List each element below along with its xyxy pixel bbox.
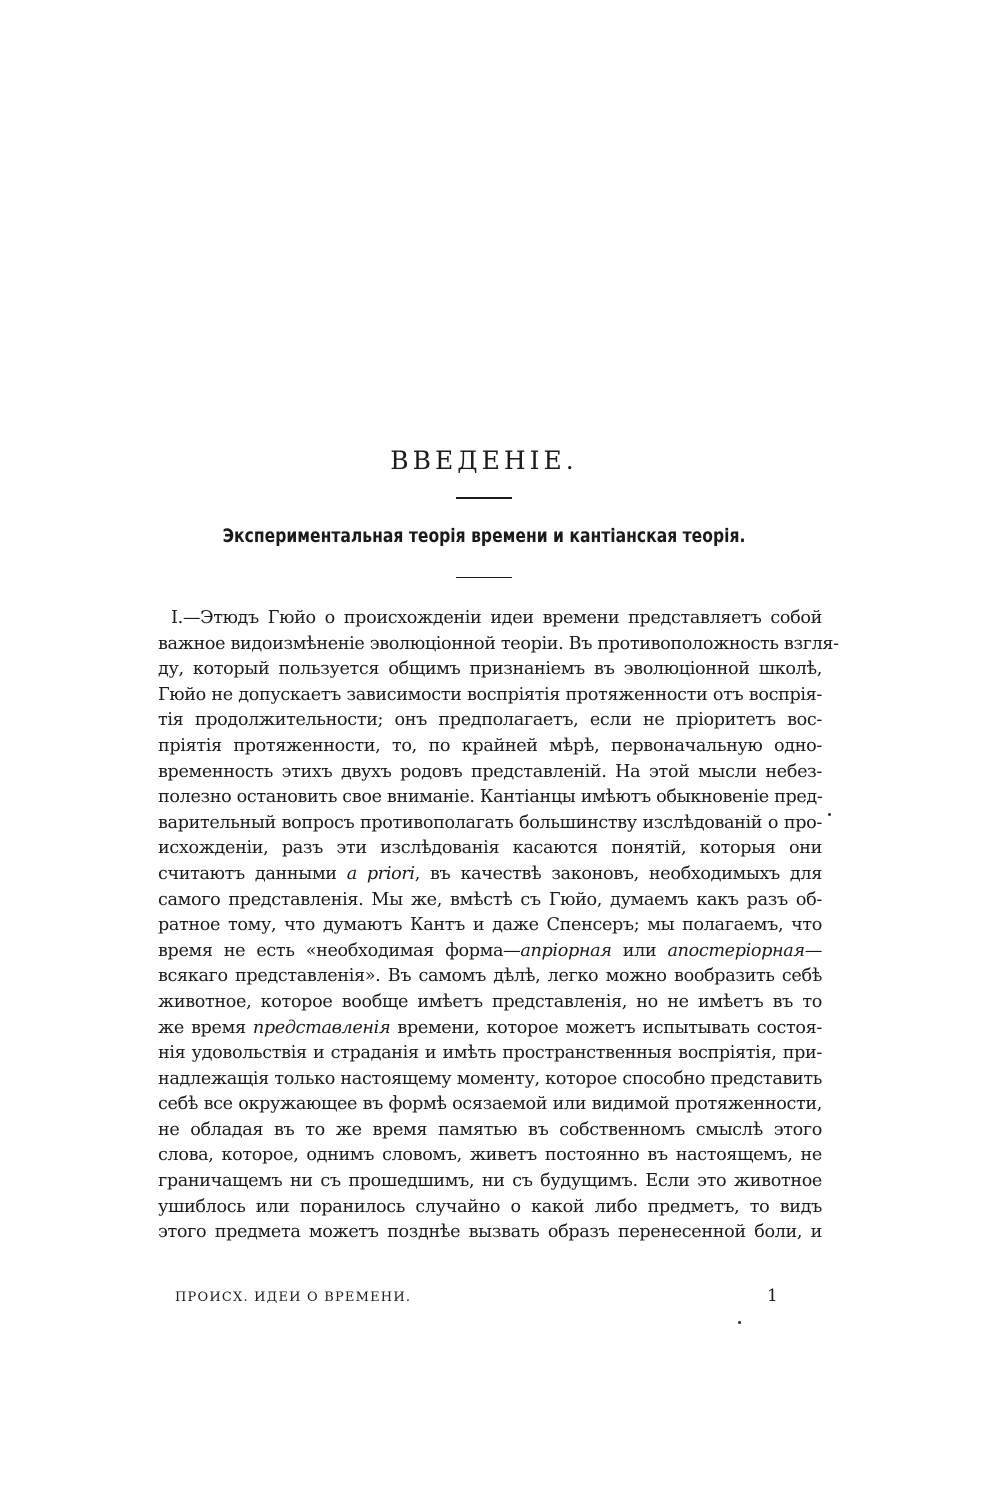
text-line <box>158 606 822 632</box>
italic-text: представленія <box>252 1017 391 1038</box>
text-segment: нія удовольствія и страданія и имѣть пространственныя воспріятія, при- <box>158 1043 822 1064</box>
text-segment: важное видоизмѣненіе эволюціонной теоріи. Въ противоположность взгля- <box>158 633 839 654</box>
text-line <box>158 990 822 1016</box>
text-segment: же время <box>158 1017 253 1038</box>
text-line <box>158 1169 822 1195</box>
text-segment: пріятія протяженности, то, по крайней мѣрѣ, первоначальную одно- <box>158 735 822 756</box>
text-line <box>158 1143 822 1169</box>
text-segment: самого представленія. Мы же, вмѣстѣ съ Гюйо, думаемъ какъ разъ об- <box>158 889 822 910</box>
chapter-heading: ВВЕДЕНІЕ. <box>390 446 578 475</box>
text-segment: временность этихъ двухъ родовъ представленій. На этой мысли небез- <box>158 761 822 782</box>
text-line <box>158 862 822 888</box>
italic-text: a priori <box>346 863 415 884</box>
text-segment: полезно остановить свое вниманіе. Кантіанцы имѣютъ обыкновеніе пред- <box>158 787 823 808</box>
text-line <box>158 683 822 709</box>
chapter-subtitle: Экспериментальная теорія времени и кантіанская теорія. <box>222 525 746 547</box>
text-segment: времени, которое можетъ испытывать состоя- <box>390 1017 822 1038</box>
text-segment: ду, который пользуется общимъ признаніемъ въ эволюціонной школѣ, <box>158 659 822 680</box>
text-segment: ратное тому, что думаютъ Кантъ и даже Спенсеръ; мы полагаемъ, что <box>158 915 822 936</box>
text-line <box>158 836 822 862</box>
text-segment: I.—Этюдъ Гюйо о происхожденіи идеи времени представляетъ собой <box>171 608 822 628</box>
text-line <box>158 811 822 837</box>
print-speck <box>828 813 831 816</box>
text-segment: считаютъ данными <box>158 863 347 884</box>
text-line <box>158 1220 822 1246</box>
text-line <box>158 657 822 683</box>
text-segment: , въ качествѣ законовъ, необходимыхъ для <box>414 863 822 884</box>
italic-text: апостеріорная <box>667 940 805 961</box>
italic-text: апріорная <box>520 940 612 961</box>
text-line <box>158 1067 822 1093</box>
text-line <box>158 734 822 760</box>
text-segment: тія продолжительности; онъ предполагаетъ, если не пріоритетъ вос- <box>158 710 822 731</box>
text-line <box>158 760 822 786</box>
text-line <box>158 888 822 914</box>
subtitle-rule <box>456 577 512 578</box>
text-segment: граничащемъ ни съ прошедшимъ, ни съ будущимъ. Если это животное <box>158 1171 822 1192</box>
print-speck <box>738 1321 741 1324</box>
text-segment: Гюйо не допускаетъ зависимости воспріятія протяженности отъ воспрія- <box>158 684 822 705</box>
text-line <box>158 785 822 811</box>
text-segment: ушиблось или поранилось случайно о какой либо предметъ, то видъ <box>158 1196 822 1217</box>
text-segment: животное, которое вообще имѣетъ представленія, но не имѣетъ въ то <box>158 991 822 1012</box>
text-segment: — <box>804 940 822 961</box>
text-segment: варительный вопросъ противополагать большинству изслѣдованій о про- <box>158 812 822 833</box>
text-line <box>158 913 822 939</box>
heading-rule <box>456 497 512 499</box>
text-segment: надлежащія только настоящему моменту, которое способно представить <box>158 1068 822 1089</box>
text-line <box>158 1016 822 1042</box>
text-segment: слова, которое, однимъ словомъ, живетъ постоянно въ настоящемъ, не <box>158 1145 822 1166</box>
text-line <box>158 708 822 734</box>
text-segment: исхожденіи, разъ эти изслѣдованія касаются понятій, которыя они <box>158 838 822 859</box>
text-line <box>158 964 822 990</box>
text-segment: не обладая въ то же время памятью въ собственномъ смыслѣ этого <box>158 1119 822 1140</box>
text-segment: всякаго представленія». Въ самомъ дѣлѣ, легко можно вообразить себѣ <box>158 966 822 987</box>
text-segment: или <box>611 940 668 961</box>
running-head: ПРОИСХ. ИДЕИ О ВРЕМЕНИ. <box>175 1290 412 1305</box>
text-segment: этого предмета можетъ позднѣе вызвать образъ перенесенной боли, и <box>158 1222 822 1243</box>
page-number: 1 <box>767 1286 778 1306</box>
text-line <box>158 1092 822 1118</box>
text-line <box>158 939 822 965</box>
paragraph <box>158 606 839 1246</box>
text-segment: время не есть «необходимая форма— <box>158 940 521 961</box>
text-segment: себѣ все окружающее въ формѣ осязаемой или видимой протяженности, <box>158 1094 822 1115</box>
text-line <box>158 632 839 658</box>
text-line <box>158 1195 822 1221</box>
text-line <box>158 1041 822 1067</box>
text-line <box>158 1118 822 1144</box>
